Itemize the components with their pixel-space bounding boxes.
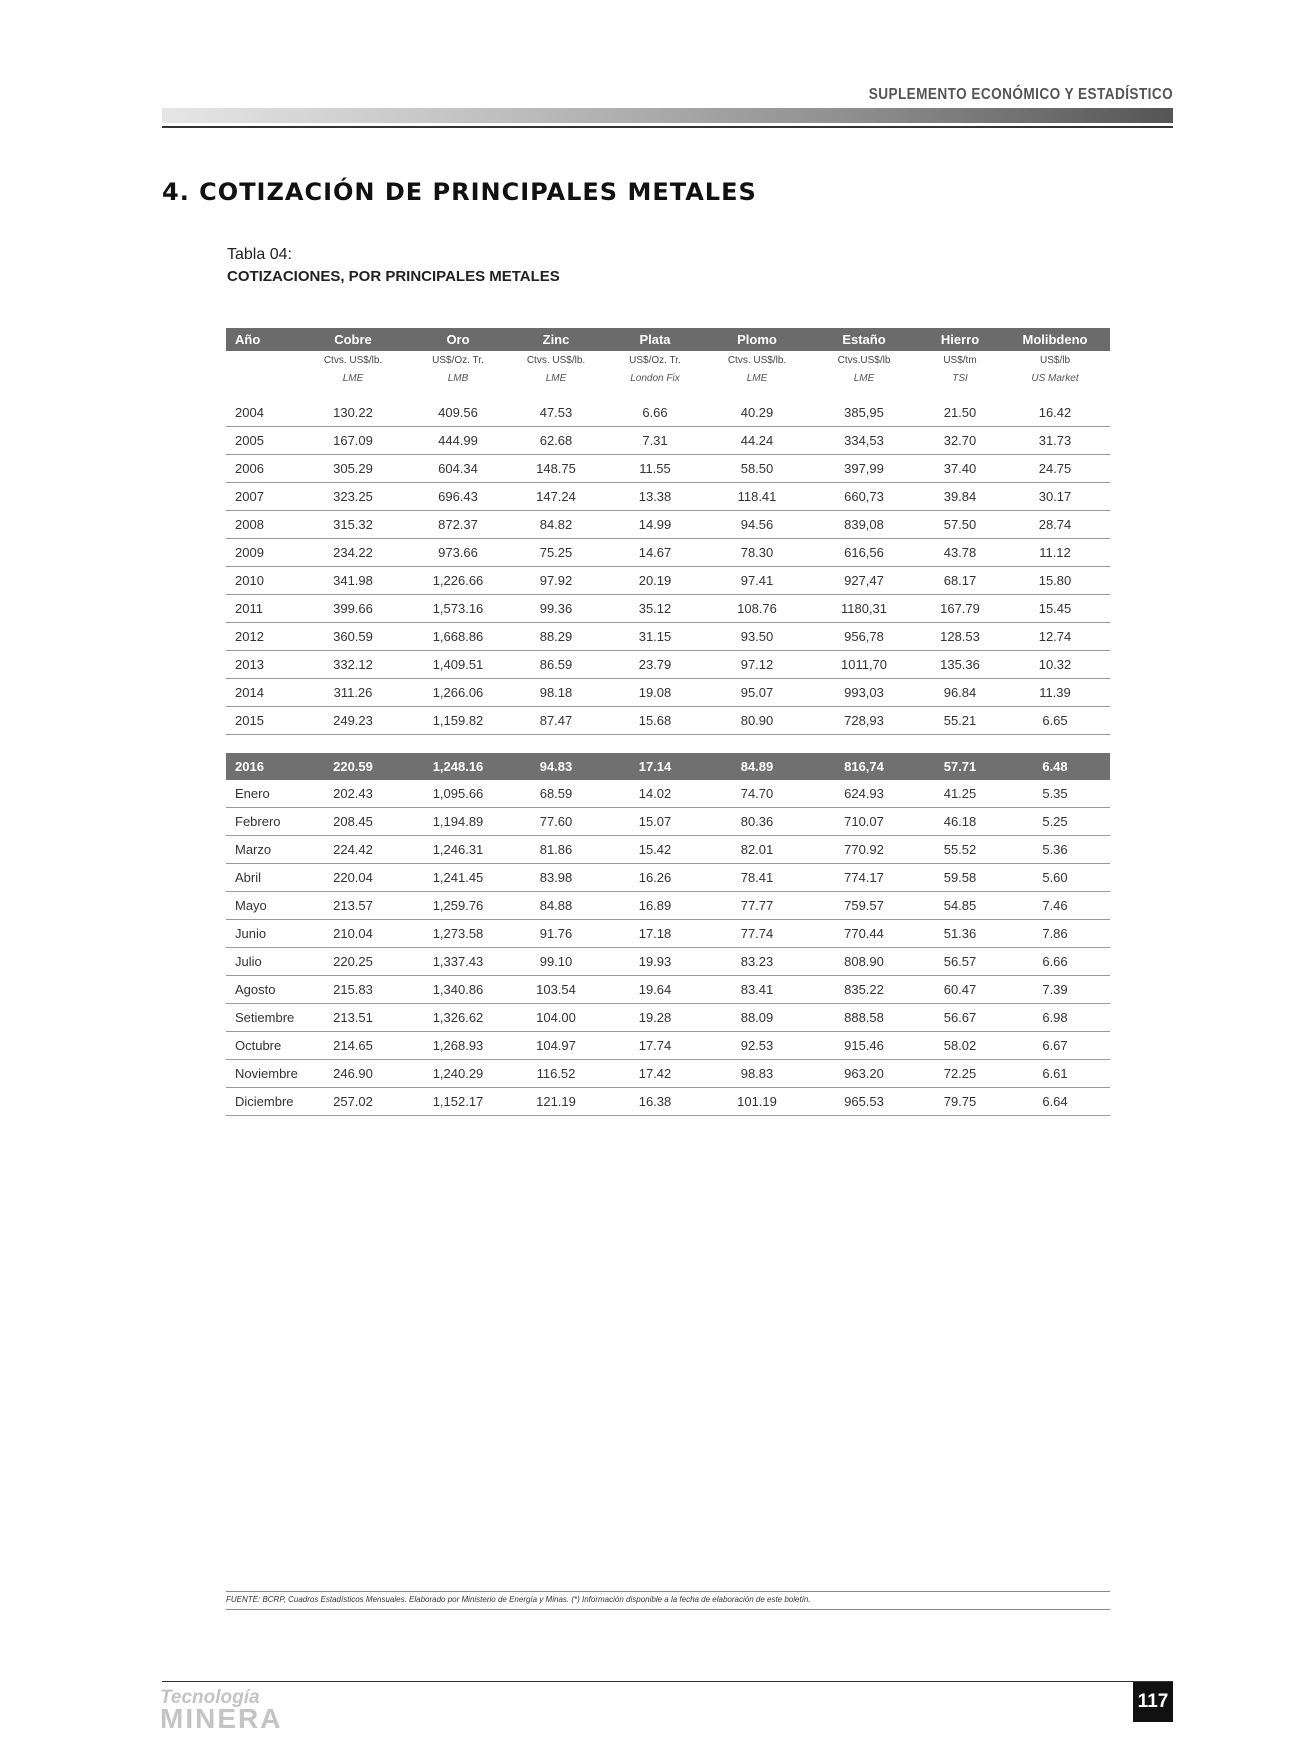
value-cell: 51.36 — [920, 920, 1000, 948]
value-cell: 624.93 — [808, 780, 920, 808]
value-cell: 15.68 — [604, 707, 706, 735]
column-header: Plomo — [706, 328, 808, 351]
value-cell: 35.12 — [604, 595, 706, 623]
metals-price-table — [226, 328, 1110, 1116]
row-label-cell: 2005 — [226, 427, 298, 455]
value-cell: 1,273.58 — [408, 920, 508, 948]
value-cell: 1180,31 — [808, 595, 920, 623]
value-cell: LME — [746, 372, 768, 384]
value-cell: 54.85 — [920, 892, 1000, 920]
value-cell: 19.64 — [604, 976, 706, 1004]
value-cell: 696.43 — [408, 483, 508, 511]
value-cell: 1,194.89 — [408, 808, 508, 836]
table-row — [226, 864, 1110, 892]
value-cell: US$/tm — [943, 354, 977, 366]
value-cell: 57.71 — [920, 753, 1000, 780]
highlight-row — [226, 753, 1110, 780]
row-label-cell: Enero — [226, 780, 298, 808]
value-cell: 15.07 — [604, 808, 706, 836]
value-cell: 323.25 — [298, 483, 408, 511]
value-cell: 234.22 — [298, 539, 408, 567]
value-cell: 1,226.66 — [408, 567, 508, 595]
value-cell: 58.02 — [920, 1032, 1000, 1060]
row-label-cell: Agosto — [226, 976, 298, 1004]
value-cell: 31.15 — [604, 623, 706, 651]
value-cell: 88.09 — [706, 1004, 808, 1032]
table-header-row — [226, 328, 1110, 351]
value-cell: 96.84 — [920, 679, 1000, 707]
value-cell: 215.83 — [298, 976, 408, 1004]
row-label-cell: Febrero — [226, 808, 298, 836]
value-cell: 6.66 — [604, 399, 706, 427]
row-label-cell: 2013 — [226, 651, 298, 679]
value-cell: 341.98 — [298, 567, 408, 595]
table-row — [226, 1060, 1110, 1088]
value-cell: 214.65 — [298, 1032, 408, 1060]
value-cell: 16.26 — [604, 864, 706, 892]
value-cell: 43.78 — [920, 539, 1000, 567]
value-cell: 104.00 — [508, 1004, 604, 1032]
value-cell: 92.53 — [706, 1032, 808, 1060]
value-cell: 1,248.16 — [408, 753, 508, 780]
value-cell: 167.79 — [920, 595, 1000, 623]
units-row — [226, 351, 1110, 369]
value-cell: 6.66 — [1000, 948, 1110, 976]
value-cell: 62.68 — [508, 427, 604, 455]
table-row — [226, 808, 1110, 836]
row-label-cell — [226, 351, 298, 369]
value-cell: 99.36 — [508, 595, 604, 623]
column-header: Plata — [604, 328, 706, 351]
row-label-cell — [226, 369, 298, 387]
value-cell: 83.41 — [706, 976, 808, 1004]
value-cell: 5.60 — [1000, 864, 1110, 892]
value-cell: 17.14 — [604, 753, 706, 780]
table-row — [226, 595, 1110, 623]
row-label-cell: 2015 — [226, 707, 298, 735]
value-cell: 963.20 — [808, 1060, 920, 1088]
table-row — [226, 1032, 1110, 1060]
value-cell: 7.86 — [1000, 920, 1110, 948]
table-row — [226, 455, 1110, 483]
value-cell: 24.75 — [1000, 455, 1110, 483]
value-cell: 11.55 — [604, 455, 706, 483]
value-cell: 86.59 — [508, 651, 604, 679]
value-cell: 16.89 — [604, 892, 706, 920]
section-title: 4. COTIZACIÓN DE PRINCIPALES METALES — [162, 178, 757, 206]
value-cell: 7.31 — [604, 427, 706, 455]
value-cell: 246.90 — [298, 1060, 408, 1088]
value-cell: 87.47 — [508, 707, 604, 735]
value-cell: 37.40 — [920, 455, 1000, 483]
value-cell: 118.41 — [706, 483, 808, 511]
value-cell: 91.76 — [508, 920, 604, 948]
table-row — [226, 399, 1110, 427]
value-cell: 58.50 — [706, 455, 808, 483]
value-cell: 1,095.66 — [408, 780, 508, 808]
value-cell: 305.29 — [298, 455, 408, 483]
value-cell: 956,78 — [808, 623, 920, 651]
value-cell: 94.56 — [706, 511, 808, 539]
value-cell: LME — [342, 372, 364, 384]
value-cell: 80.36 — [706, 808, 808, 836]
value-cell: 17.74 — [604, 1032, 706, 1060]
table-row — [226, 920, 1110, 948]
value-cell: 770.92 — [808, 836, 920, 864]
value-cell: 1,573.16 — [408, 595, 508, 623]
value-cell: 82.01 — [706, 836, 808, 864]
value-cell: LMB — [447, 372, 469, 384]
value-cell: 728,93 — [808, 707, 920, 735]
table-row — [226, 511, 1110, 539]
value-cell: 1,240.29 — [408, 1060, 508, 1088]
value-cell: 104.97 — [508, 1032, 604, 1060]
value-cell: 385,95 — [808, 399, 920, 427]
value-cell: 135.36 — [920, 651, 1000, 679]
value-cell: 93.50 — [706, 623, 808, 651]
value-cell: 59.58 — [920, 864, 1000, 892]
value-cell: 57.50 — [920, 511, 1000, 539]
value-cell: 75.25 — [508, 539, 604, 567]
column-header: Zinc — [508, 328, 604, 351]
value-cell: 94.83 — [508, 753, 604, 780]
tecnologia-minera-logo — [160, 1687, 330, 1734]
value-cell: 40.29 — [706, 399, 808, 427]
value-cell: 78.41 — [706, 864, 808, 892]
value-cell: 74.70 — [706, 780, 808, 808]
value-cell: 604.34 — [408, 455, 508, 483]
value-cell: 1,409.51 — [408, 651, 508, 679]
value-cell: 30.17 — [1000, 483, 1110, 511]
value-cell: 770.44 — [808, 920, 920, 948]
running-header: SUPLEMENTO ECONÓMICO Y ESTADÍSTICO — [868, 86, 1173, 103]
value-cell: 99.10 — [508, 948, 604, 976]
value-cell: 56.67 — [920, 1004, 1000, 1032]
row-label-cell: Mayo — [226, 892, 298, 920]
value-cell: 97.92 — [508, 567, 604, 595]
value-cell: 7.39 — [1000, 976, 1110, 1004]
value-cell: 12.74 — [1000, 623, 1110, 651]
table-row — [226, 976, 1110, 1004]
value-cell: 14.02 — [604, 780, 706, 808]
value-cell: 41.25 — [920, 780, 1000, 808]
value-cell: 128.53 — [920, 623, 1000, 651]
value-cell: 6.48 — [1000, 753, 1110, 780]
row-label-cell: Octubre — [226, 1032, 298, 1060]
table-row — [226, 539, 1110, 567]
value-cell: 13.38 — [604, 483, 706, 511]
row-label-cell: 2007 — [226, 483, 298, 511]
row-label-cell: 2012 — [226, 623, 298, 651]
table-row — [226, 948, 1110, 976]
value-cell: 80.90 — [706, 707, 808, 735]
source-footnote: FUENTE: BCRP, Cuadros Estadísticos Mensuales. Elaborado por Ministerio de Energía y Minas. (*) Información disponible a la fecha de elaboración de este boletín. — [226, 1591, 1110, 1610]
row-label-cell: Abril — [226, 864, 298, 892]
value-cell: 220.25 — [298, 948, 408, 976]
value-cell: US$/Oz. Tr. — [432, 354, 484, 366]
page-number: 117 — [1133, 1682, 1173, 1722]
value-cell: 147.24 — [508, 483, 604, 511]
value-cell: 167.09 — [298, 427, 408, 455]
column-header: Oro — [408, 328, 508, 351]
value-cell: 6.67 — [1000, 1032, 1110, 1060]
value-cell: 77.60 — [508, 808, 604, 836]
value-cell: 5.35 — [1000, 780, 1110, 808]
value-cell: 17.42 — [604, 1060, 706, 1088]
value-cell: 20.19 — [604, 567, 706, 595]
value-cell: 77.77 — [706, 892, 808, 920]
value-cell: 1,668.86 — [408, 623, 508, 651]
value-cell: LME — [545, 372, 567, 384]
value-cell: 213.57 — [298, 892, 408, 920]
value-cell: 11.39 — [1000, 679, 1110, 707]
value-cell: 835.22 — [808, 976, 920, 1004]
value-cell: 19.08 — [604, 679, 706, 707]
value-cell: 1,246.31 — [408, 836, 508, 864]
value-cell: 315.32 — [298, 511, 408, 539]
table-row — [226, 651, 1110, 679]
value-cell: 95.07 — [706, 679, 808, 707]
logo-text-bottom: MINERA — [160, 1703, 283, 1734]
value-cell: 19.28 — [604, 1004, 706, 1032]
value-cell: 83.23 — [706, 948, 808, 976]
value-cell: TSI — [952, 372, 968, 384]
value-cell: 31.73 — [1000, 427, 1110, 455]
table-row — [226, 427, 1110, 455]
table-row — [226, 707, 1110, 735]
value-cell: 88.29 — [508, 623, 604, 651]
value-cell: 1,152.17 — [408, 1088, 508, 1116]
value-cell: 915.46 — [808, 1032, 920, 1060]
value-cell: Ctvs. US$/lb. — [526, 354, 586, 366]
value-cell: 97.41 — [706, 567, 808, 595]
table-caption: COTIZACIONES, POR PRINCIPALES METALES — [227, 268, 560, 285]
value-cell: US Market — [1031, 372, 1079, 384]
column-header: Hierro — [920, 328, 1000, 351]
markets-row — [226, 369, 1110, 387]
row-label-cell: Setiembre — [226, 1004, 298, 1032]
value-cell: 6.61 — [1000, 1060, 1110, 1088]
column-header: Molibdeno — [1000, 328, 1110, 351]
value-cell: 55.21 — [920, 707, 1000, 735]
value-cell: Ctvs. US$/lb. — [727, 354, 787, 366]
value-cell: 19.93 — [604, 948, 706, 976]
value-cell: 101.19 — [706, 1088, 808, 1116]
value-cell: 23.79 — [604, 651, 706, 679]
value-cell: 98.18 — [508, 679, 604, 707]
value-cell: 208.45 — [298, 808, 408, 836]
row-label-cell: 2011 — [226, 595, 298, 623]
row-label-cell: 2006 — [226, 455, 298, 483]
spacer-row — [226, 735, 1110, 754]
table-row — [226, 836, 1110, 864]
value-cell: 60.47 — [920, 976, 1000, 1004]
row-label-cell: 2010 — [226, 567, 298, 595]
value-cell: 16.42 — [1000, 399, 1110, 427]
value-cell: 21.50 — [920, 399, 1000, 427]
value-cell: 660,73 — [808, 483, 920, 511]
row-label-cell: 2004 — [226, 399, 298, 427]
spacer-row — [226, 387, 1110, 399]
value-cell: 7.46 — [1000, 892, 1110, 920]
value-cell: 56.57 — [920, 948, 1000, 976]
value-cell: 224.42 — [298, 836, 408, 864]
value-cell: 121.19 — [508, 1088, 604, 1116]
value-cell: 360.59 — [298, 623, 408, 651]
value-cell: 77.74 — [706, 920, 808, 948]
row-label-cell: 2008 — [226, 511, 298, 539]
value-cell: 1,266.06 — [408, 679, 508, 707]
value-cell: 220.59 — [298, 753, 408, 780]
value-cell: 79.75 — [920, 1088, 1000, 1116]
row-label-cell: Noviembre — [226, 1060, 298, 1088]
value-cell: 973.66 — [408, 539, 508, 567]
value-cell: 1,340.86 — [408, 976, 508, 1004]
value-cell: 220.04 — [298, 864, 408, 892]
value-cell: 44.24 — [706, 427, 808, 455]
value-cell: 84.89 — [706, 753, 808, 780]
value-cell: 1,326.62 — [408, 1004, 508, 1032]
value-cell: 616,56 — [808, 539, 920, 567]
value-cell: 444.99 — [408, 427, 508, 455]
value-cell: 116.52 — [508, 1060, 604, 1088]
value-cell: 1,241.45 — [408, 864, 508, 892]
value-cell: 55.52 — [920, 836, 1000, 864]
value-cell: 965.53 — [808, 1088, 920, 1116]
value-cell: London Fix — [630, 372, 680, 384]
value-cell: 257.02 — [298, 1088, 408, 1116]
value-cell: 78.30 — [706, 539, 808, 567]
value-cell: 84.88 — [508, 892, 604, 920]
row-label-cell: Julio — [226, 948, 298, 976]
header-gradient-bar — [162, 108, 1173, 123]
value-cell: 311.26 — [298, 679, 408, 707]
value-cell: 888.58 — [808, 1004, 920, 1032]
row-label-cell: Junio — [226, 920, 298, 948]
value-cell: 1,259.76 — [408, 892, 508, 920]
header-rule — [162, 126, 1173, 128]
table-row — [226, 1088, 1110, 1116]
value-cell: 11.12 — [1000, 539, 1110, 567]
value-cell: 15.80 — [1000, 567, 1110, 595]
value-cell: 210.04 — [298, 920, 408, 948]
value-cell: US$/Oz. Tr. — [629, 354, 681, 366]
value-cell: 710.07 — [808, 808, 920, 836]
value-cell: 334,53 — [808, 427, 920, 455]
value-cell: 17.18 — [604, 920, 706, 948]
value-cell: 839,08 — [808, 511, 920, 539]
value-cell: 16.38 — [604, 1088, 706, 1116]
value-cell: 47.53 — [508, 399, 604, 427]
value-cell: LME — [853, 372, 875, 384]
value-cell: 14.99 — [604, 511, 706, 539]
value-cell: 15.42 — [604, 836, 706, 864]
value-cell: 1011,70 — [808, 651, 920, 679]
value-cell: 1,268.93 — [408, 1032, 508, 1060]
value-cell: 872.37 — [408, 511, 508, 539]
value-cell: 98.83 — [706, 1060, 808, 1088]
value-cell: 409.56 — [408, 399, 508, 427]
value-cell: 83.98 — [508, 864, 604, 892]
value-cell: 148.75 — [508, 455, 604, 483]
value-cell: 5.36 — [1000, 836, 1110, 864]
row-label-cell: 2014 — [226, 679, 298, 707]
value-cell: 39.84 — [920, 483, 1000, 511]
value-cell: Ctvs. US$/lb. — [323, 354, 383, 366]
value-cell: 213.51 — [298, 1004, 408, 1032]
column-header: Cobre — [298, 328, 408, 351]
value-cell: 5.25 — [1000, 808, 1110, 836]
value-cell: 1,337.43 — [408, 948, 508, 976]
column-header: Año — [226, 328, 298, 351]
value-cell: 816,74 — [808, 753, 920, 780]
table-label: Tabla 04: — [227, 246, 292, 263]
value-cell: 774.17 — [808, 864, 920, 892]
footer-rule — [162, 1681, 1173, 1682]
row-label-cell: 2009 — [226, 539, 298, 567]
value-cell: 68.59 — [508, 780, 604, 808]
value-cell: Ctvs.US$/lb — [837, 354, 891, 366]
value-cell: 72.25 — [920, 1060, 1000, 1088]
table-row — [226, 567, 1110, 595]
column-header: Estaño — [808, 328, 920, 351]
value-cell: 993,03 — [808, 679, 920, 707]
value-cell: 46.18 — [920, 808, 1000, 836]
logo-text-top: Tecnología — [160, 1687, 260, 1708]
value-cell: 6.64 — [1000, 1088, 1110, 1116]
value-cell: 28.74 — [1000, 511, 1110, 539]
table-row — [226, 679, 1110, 707]
value-cell: 68.17 — [920, 567, 1000, 595]
value-cell: 249.23 — [298, 707, 408, 735]
value-cell: 397,99 — [808, 455, 920, 483]
value-cell: 84.82 — [508, 511, 604, 539]
table-row — [226, 780, 1110, 808]
table-row — [226, 483, 1110, 511]
value-cell: 81.86 — [508, 836, 604, 864]
row-label-cell: Marzo — [226, 836, 298, 864]
value-cell: US$/lb — [1039, 354, 1070, 366]
value-cell: 103.54 — [508, 976, 604, 1004]
value-cell: 97.12 — [706, 651, 808, 679]
value-cell: 332.12 — [298, 651, 408, 679]
value-cell: 759.57 — [808, 892, 920, 920]
value-cell: 399.66 — [298, 595, 408, 623]
value-cell: 108.76 — [706, 595, 808, 623]
table-row — [226, 1004, 1110, 1032]
value-cell: 808.90 — [808, 948, 920, 976]
value-cell: 130.22 — [298, 399, 408, 427]
value-cell: 10.32 — [1000, 651, 1110, 679]
value-cell: 32.70 — [920, 427, 1000, 455]
value-cell: 6.65 — [1000, 707, 1110, 735]
value-cell: 927,47 — [808, 567, 920, 595]
value-cell: 202.43 — [298, 780, 408, 808]
value-cell: 15.45 — [1000, 595, 1110, 623]
value-cell: 14.67 — [604, 539, 706, 567]
table-row — [226, 892, 1110, 920]
table-row — [226, 623, 1110, 651]
value-cell: 6.98 — [1000, 1004, 1110, 1032]
value-cell: 1,159.82 — [408, 707, 508, 735]
row-label-cell: 2016 — [226, 753, 298, 780]
row-label-cell: Diciembre — [226, 1088, 298, 1116]
